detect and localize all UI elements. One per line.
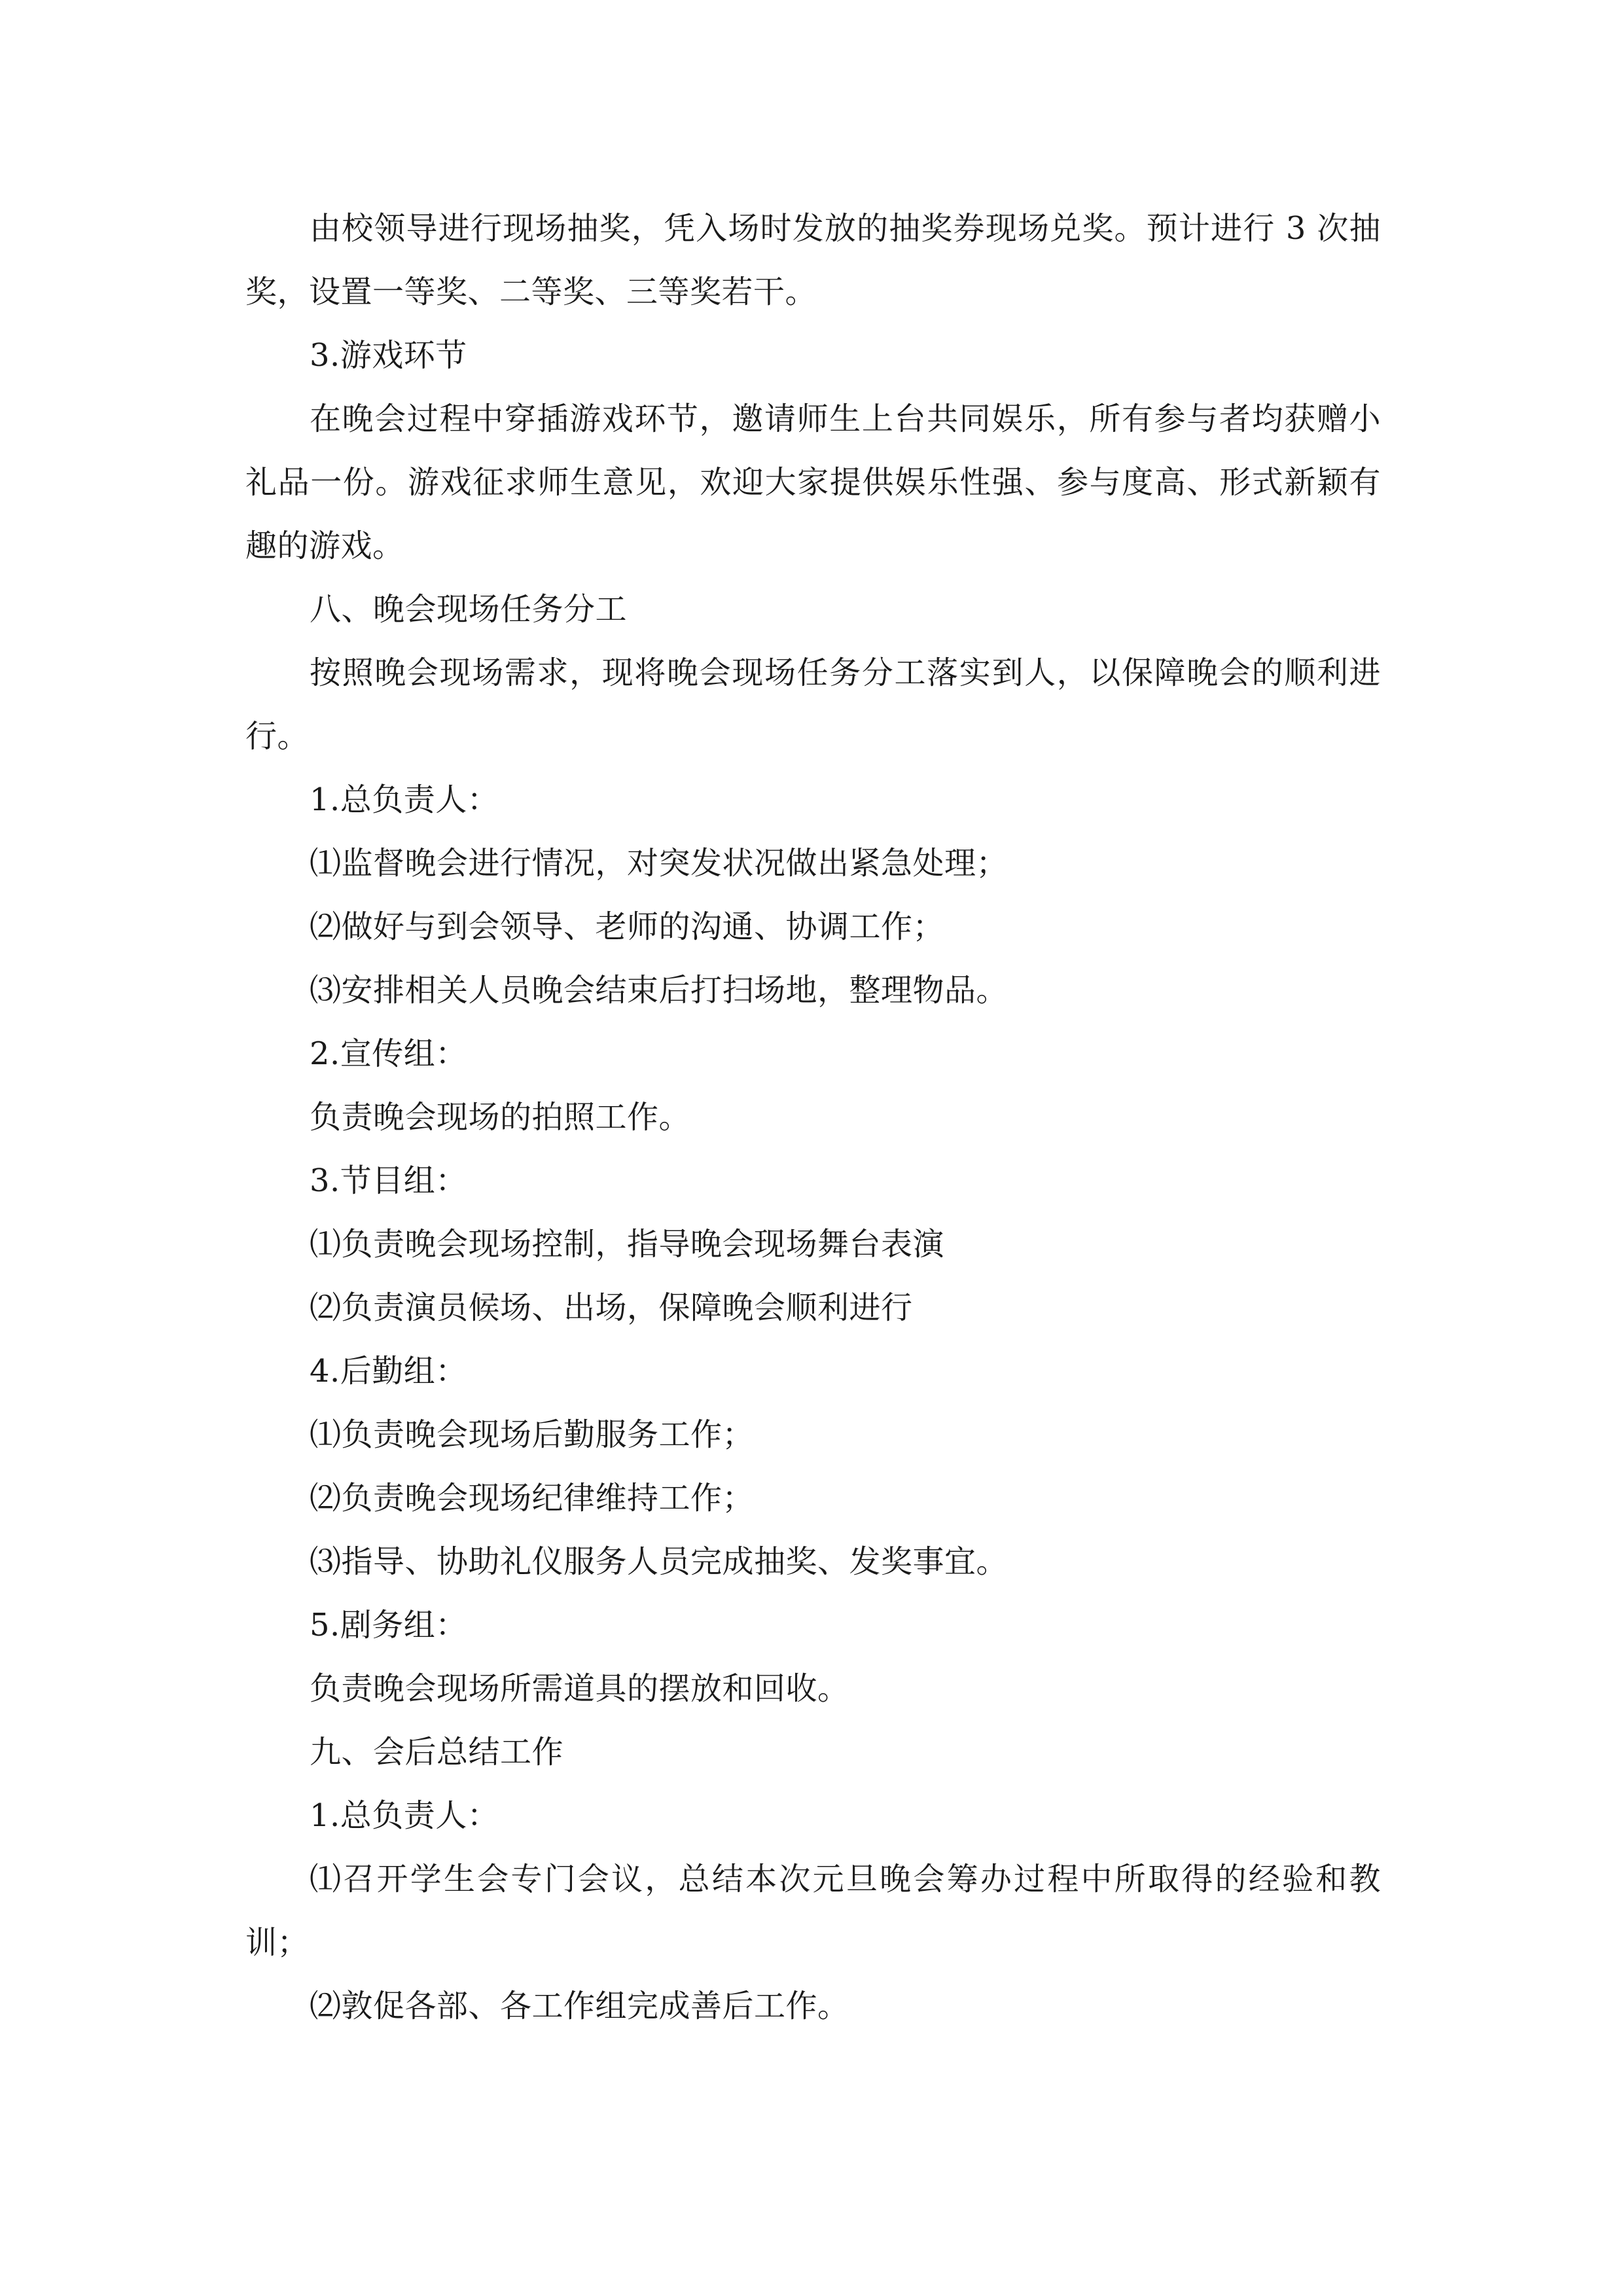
heading-program-group: 3.节目组： [310, 1162, 467, 1199]
list-item: ⑵做好与到会领导、老师的沟通、协调工作； [310, 908, 945, 945]
heading-logistics-group: 4.后勤组： [310, 1353, 467, 1390]
section-heading-task-division: 八、晚会现场任务分工 [310, 591, 628, 628]
paragraph-games: 在晚会过程中穿插游戏环节，邀请师生上台共同娱乐，所有参与者均获赠小礼品一份。游戏征求师生意见，欢迎大家提供娱乐性强、参与度高、形式新颖有趣的游戏。 [245, 401, 1381, 564]
list-item: ⑵敦促各部、各工作组完成善后工作。 [310, 1988, 849, 2024]
heading-general-lead: 1.总负责人： [310, 1797, 499, 1834]
list-item: ⑴监督晚会进行情况，对突发状况做出紧急处理； [310, 845, 1008, 882]
list-item: ⑴负责晚会现场后勤服务工作； [310, 1416, 755, 1453]
heading-stage-affairs-group: 5.剧务组： [310, 1607, 467, 1643]
list-item: ⑶指导、协助礼仪服务人员完成抽奖、发奖事宜。 [310, 1543, 1008, 1580]
list-item: 负责晚会现场的拍照工作。 [310, 1099, 691, 1136]
list-item: ⑴负责晚会现场控制，指导晚会现场舞台表演 [310, 1226, 945, 1263]
heading-general-lead: 1.总负责人： [310, 781, 499, 818]
list-item: ⑴召开学生会专门会议，总结本次元旦晚会筹办过程中所取得的经验和教训； [245, 1861, 1381, 1961]
list-item: ⑶安排相关人员晚会结束后打扫场地，整理物品。 [310, 972, 1008, 1009]
paragraph-lottery: 由校领导进行现场抽奖，凭入场时发放的抽奖券现场兑奖。预计进行 3 次抽奖，设置一等奖、二等奖、三等奖若干。 [245, 210, 1381, 310]
section-heading-summary: 九、会后总结工作 [310, 1734, 564, 1770]
list-item: ⑵负责晚会现场纪律维持工作； [310, 1480, 755, 1516]
document-body [245, 197, 1381, 2038]
list-item: ⑵负责演员候场、出场，保障晚会顺利进行 [310, 1289, 913, 1326]
paragraph-task-intro: 按照晚会现场需求，现将晚会现场任务分工落实到人，以保障晚会的顺利进行。 [245, 655, 1381, 755]
list-item: 负责晚会现场所需道具的摆放和回收。 [310, 1670, 849, 1707]
heading-publicity-group: 2.宣传组： [310, 1035, 467, 1072]
heading-game-section: 3.游戏环节 [310, 337, 467, 374]
